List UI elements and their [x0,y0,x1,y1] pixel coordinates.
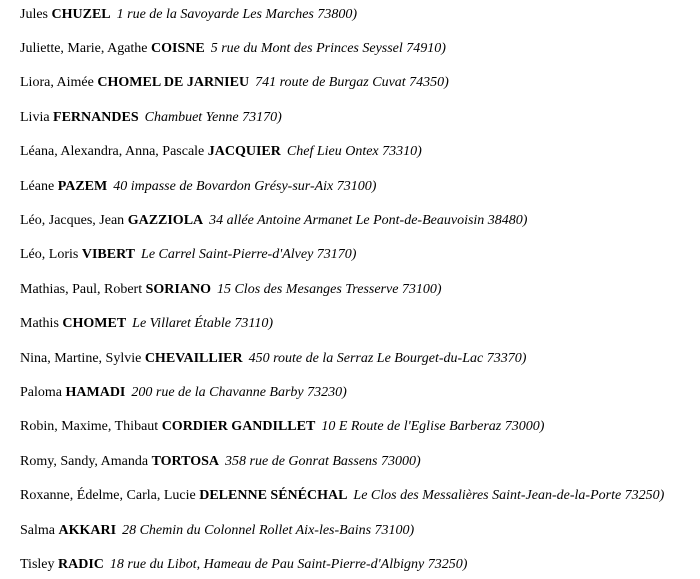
given-names: Jules [20,7,48,22]
surname: HAMADI [65,385,126,400]
given-names: Léo, Loris [20,247,79,262]
given-names: Tisley [20,557,55,572]
surname: VIBERT [81,247,136,262]
address: Chambuet Yenne 73170) [144,110,282,125]
address: 10 E Route de l'Eglise Barberaz 73000) [321,419,545,434]
address: Chef Lieu Ontex 73310) [286,144,422,159]
address: 15 Clos des Mesanges Tresserve 73100) [216,282,442,297]
address: 741 route de Burgaz Cuvat 74350) [255,75,449,90]
given-names: Juliette, Marie, Agathe [20,41,148,56]
surname: DELENNE SÉNÉCHAL [199,488,348,503]
given-names: Mathis [20,316,59,331]
surname: GAZZIOLA [127,213,204,228]
address: 34 allée Antoine Armanet Le Pont-de-Beauvoisin 38480) [209,213,528,228]
list-item [20,74,449,92]
address: 18 rue du Libot, Hameau de Pau Saint-Pierre-d'Albigny 73250) [109,557,468,572]
surname: PAZEM [57,179,108,194]
list-item [20,178,376,196]
address: 450 route de la Serraz Le Bourget-du-Lac 73370) [248,351,527,366]
list-item [20,6,357,24]
list-item [20,315,273,333]
surname: CHOMET [62,316,127,331]
list-item [20,40,446,58]
given-names: Liora, Aimée [20,75,94,90]
address: Le Clos des Messalières Saint-Jean-de-la-Porte 73250) [353,488,665,503]
surname: CHOMEL DE JARNIEU [97,75,250,90]
surname: COISNE [151,41,205,56]
given-names: Salma [20,523,55,538]
list-item [20,418,544,436]
list-item [20,143,422,161]
surname: SORIANO [145,282,211,297]
given-names: Livia [20,110,50,125]
list-item [20,281,442,299]
address: 200 rue de la Chavanne Barby 73230) [131,385,347,400]
list-item [20,487,664,505]
list-item [20,384,347,402]
given-names: Romy, Sandy, Amanda [20,454,149,469]
given-names: Léo, Jacques, Jean [20,213,125,228]
surname: CHEVAILLIER [144,351,243,366]
given-names: Paloma [20,385,62,400]
address: 40 impasse de Bovardon Grésy-sur-Aix 73100) [113,179,377,194]
given-names: Nina, Martine, Sylvie [20,351,142,366]
surname: CORDIER GANDILLET [161,419,316,434]
list-item [20,453,421,471]
address: 5 rue du Mont des Princes Seyssel 74910) [210,41,446,56]
list-item [20,556,467,574]
given-names: Roxanne, Édelme, Carla, Lucie [20,488,196,503]
given-names: Robin, Maxime, Thibaut [20,419,159,434]
address: 358 rue de Gonrat Bassens 73000) [225,454,421,469]
surname: RADIC [58,557,104,572]
address: 1 rue de la Savoyarde Les Marches 73800) [116,7,358,22]
surname: AKKARI [58,523,117,538]
surname: CHUZEL [51,7,111,22]
surname: JACQUIER [207,144,281,159]
given-names: Mathias, Paul, Robert [20,282,143,297]
surname: TORTOSA [151,454,220,469]
list-item [20,212,527,230]
list-item [20,246,356,264]
address: Le Villaret Étable 73110) [132,316,274,331]
list-item [20,350,526,368]
list-item [20,109,282,127]
given-names: Léane [20,179,55,194]
given-names: Léana, Alexandra, Anna, Pascale [20,144,205,159]
address: 28 Chemin du Colonnel Rollet Aix-les-Bains 73100) [122,523,415,538]
address: Le Carrel Saint-Pierre-d'Alvey 73170) [141,247,357,262]
surname: FERNANDES [53,110,139,125]
list-item [20,522,414,540]
